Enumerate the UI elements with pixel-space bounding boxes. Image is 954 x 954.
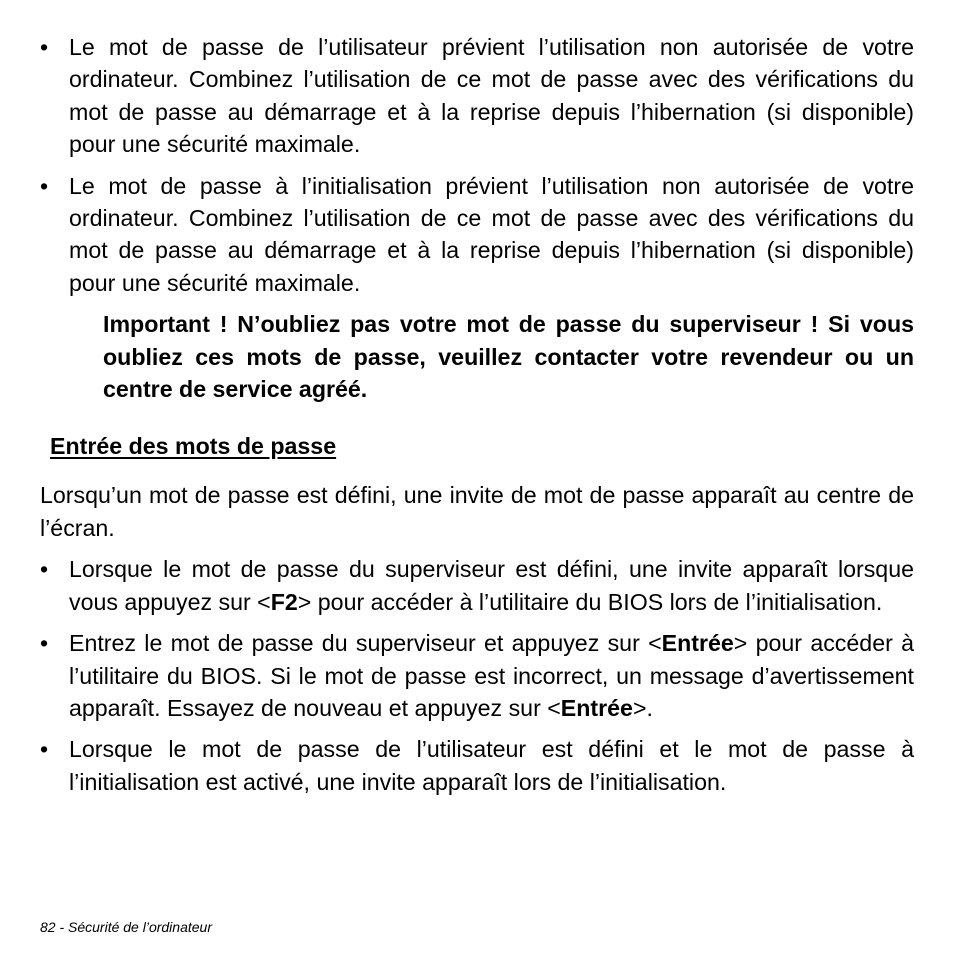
intro-paragraph: Lorsqu’un mot de passe est défini, une invite de mot de passe apparaît au centre de l’écran. (40, 482, 914, 541)
key-label-f2: F2 (270, 588, 298, 615)
section-heading-wrapper (40, 430, 914, 462)
bullet-marker: • (40, 556, 49, 583)
bullet-marker: • (40, 172, 49, 199)
list-item-text-middle: > pour accéder à l’utilitaire du BIOS. Si le mot de passe est incorrect, un message d’avertissement apparaît. Essayez de nouveau et appuyez sur < (69, 630, 914, 721)
list-item-text: Le mot de passe de l’utilisateur prévient l’utilisation non autorisée de votre ordinateur. Combinez l’utilisation de ce mot de passe avec des vérifications du mot de passe au démarrage et à la reprise depuis l’hibernation (si disponible) pour une sécurité maximale. (69, 34, 914, 158)
list-item-text-start: Lorsque le mot de passe du superviseur est défini, une invite apparaît lorsque vous appuyez sur < (69, 556, 914, 615)
list-item-text: Le mot de passe à l’initialisation prévient l’utilisation non autorisée de votre ordinateur. Combinez l’utilisation de ce mot de passe avec des vérifications du mot de passe au démarrage et à la reprise depuis l’hibernation (si disponible) pour une sécurité maximale. (69, 172, 914, 296)
list-item-user-password (40, 31, 914, 161)
page-footer: 82 - Sécurité de l’ordinateur (40, 919, 212, 935)
list-item-text: Lorsque le mot de passe de l’utilisateur est défini et le mot de passe à l’initialisation est activé, une invite apparaît lors de l’initialisation. (69, 736, 914, 795)
list-item-supervisor-prompt (40, 553, 914, 618)
bullet-marker: • (40, 736, 49, 763)
key-label-enter: Entrée (661, 630, 734, 657)
important-note: Important ! N’oubliez pas votre mot de passe du superviseur ! Si vous oubliez ces mots de passe, veuillez contacter votre revendeur ou un centre de service agréé. (103, 311, 914, 403)
list-item-user-boot-prompt (40, 733, 914, 798)
list-item-enter-supervisor (40, 627, 914, 724)
section-heading: Entrée des mots de passe (50, 433, 337, 460)
key-label-enter-2: Entrée (560, 694, 633, 721)
bullet-marker: • (40, 630, 49, 657)
document-page (40, 31, 914, 798)
list-item-text-start: Entrez le mot de passe du superviseur et appuyez sur < (69, 630, 662, 657)
list-item-text-end: > pour accéder à l’utilitaire du BIOS lors de l’initialisation. (297, 588, 883, 615)
list-item-text-end: >. (632, 694, 653, 721)
list-item-boot-password (40, 170, 914, 300)
bullet-marker: • (40, 34, 49, 60)
